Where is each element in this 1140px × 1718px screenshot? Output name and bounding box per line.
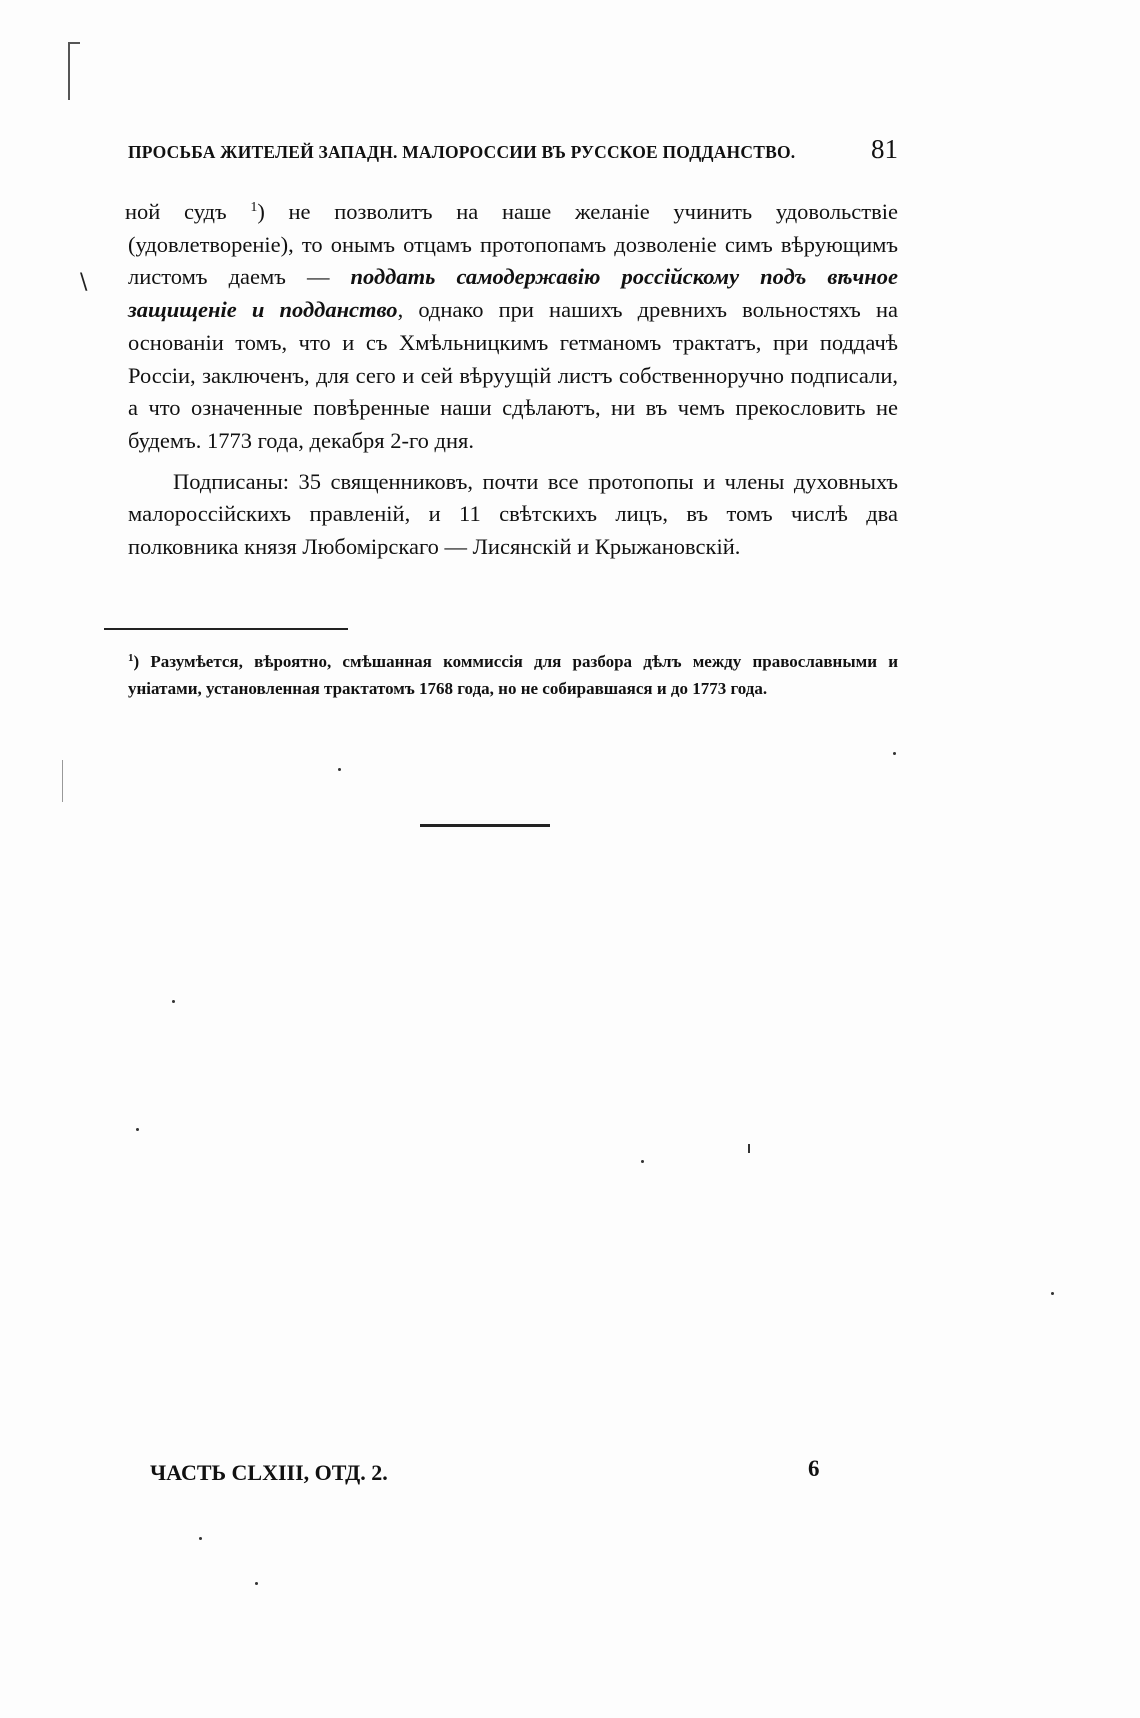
- footnote-reference: 1: [250, 200, 258, 215]
- footnote-rule: [104, 628, 348, 630]
- margin-mark: \: [80, 270, 88, 295]
- signature-part: ЧАСТЬ CLXIII, ОТД. 2.: [150, 1460, 388, 1485]
- paragraph-1-text-c: , однако при нашихъ древнихъ вольностяхъ на основаніи томъ, что и съ Хмѣльницкимъ гетманомъ трактатъ, при поддачѣ Россіи, заключенъ, для сего и сей вѣруущій листъ собственноручно подписали, а что означенные повѣренные наши сдѣлаютъ, ни въ чемъ прекословить не будемъ. 1773 года, декабря 2-го дня.: [128, 297, 898, 453]
- running-head: [128, 136, 898, 170]
- paragraph-1-text-b: ) не позволитъ на наше желаніе учинить удовольствіе (удовлетвореніе), то онымъ отцамъ протопопамъ дозволеніе симъ вѣрующимъ листомъ даемъ —: [128, 199, 898, 290]
- scan-corner-mark: [68, 42, 70, 100]
- scan-speck: [748, 1144, 750, 1153]
- section-end-rule: [420, 824, 550, 827]
- scan-speck: [338, 768, 341, 771]
- scan-speck: [641, 1160, 644, 1163]
- paragraph-1-italic: поддать самодержавію россійскому подъ вѣчное защищеніе и подданство: [128, 264, 899, 323]
- paragraph-2: Подписаны: 35 священниковъ, почти все протопопы и члены духовныхъ малороссійскихъ правленій, и 11 свѣтскихъ лицъ, въ томъ числѣ два полковника князя Любомірскаго — Лисянскій и Крыжановскій.: [128, 468, 898, 560]
- scan-speck: [136, 1128, 139, 1131]
- page-number: 81: [871, 134, 898, 164]
- paragraph-1: [125, 192, 899, 458]
- scan-speck: [172, 1000, 175, 1003]
- signature-line: [150, 1456, 850, 1490]
- scan-side-tick: [62, 760, 63, 802]
- scan-speck: [199, 1537, 202, 1540]
- scan-speck: [1051, 1292, 1054, 1295]
- running-head-title: ПРОСЬБА ЖИТЕЛЕЙ ЗАПАДН. МАЛОРОССИИ ВЪ РУССКОЕ ПОДДАНСТВО.: [128, 142, 796, 162]
- scan-speck: [893, 752, 896, 755]
- body-text: [125, 192, 899, 564]
- signature-number: 6: [808, 1456, 820, 1481]
- footnote-text: ) Разумѣется, вѣроятно, смѣшанная коммиссія для разбора дѣлъ между православными и уніатами, установленная трактатомъ 1768 года, но не собиравшаяся и до 1773 года.: [128, 652, 898, 698]
- paragraph-1-text-a: ной судъ: [125, 199, 251, 224]
- scan-speck: [255, 1582, 258, 1585]
- footnote: [128, 645, 898, 702]
- footnote-marker: 1: [128, 652, 134, 664]
